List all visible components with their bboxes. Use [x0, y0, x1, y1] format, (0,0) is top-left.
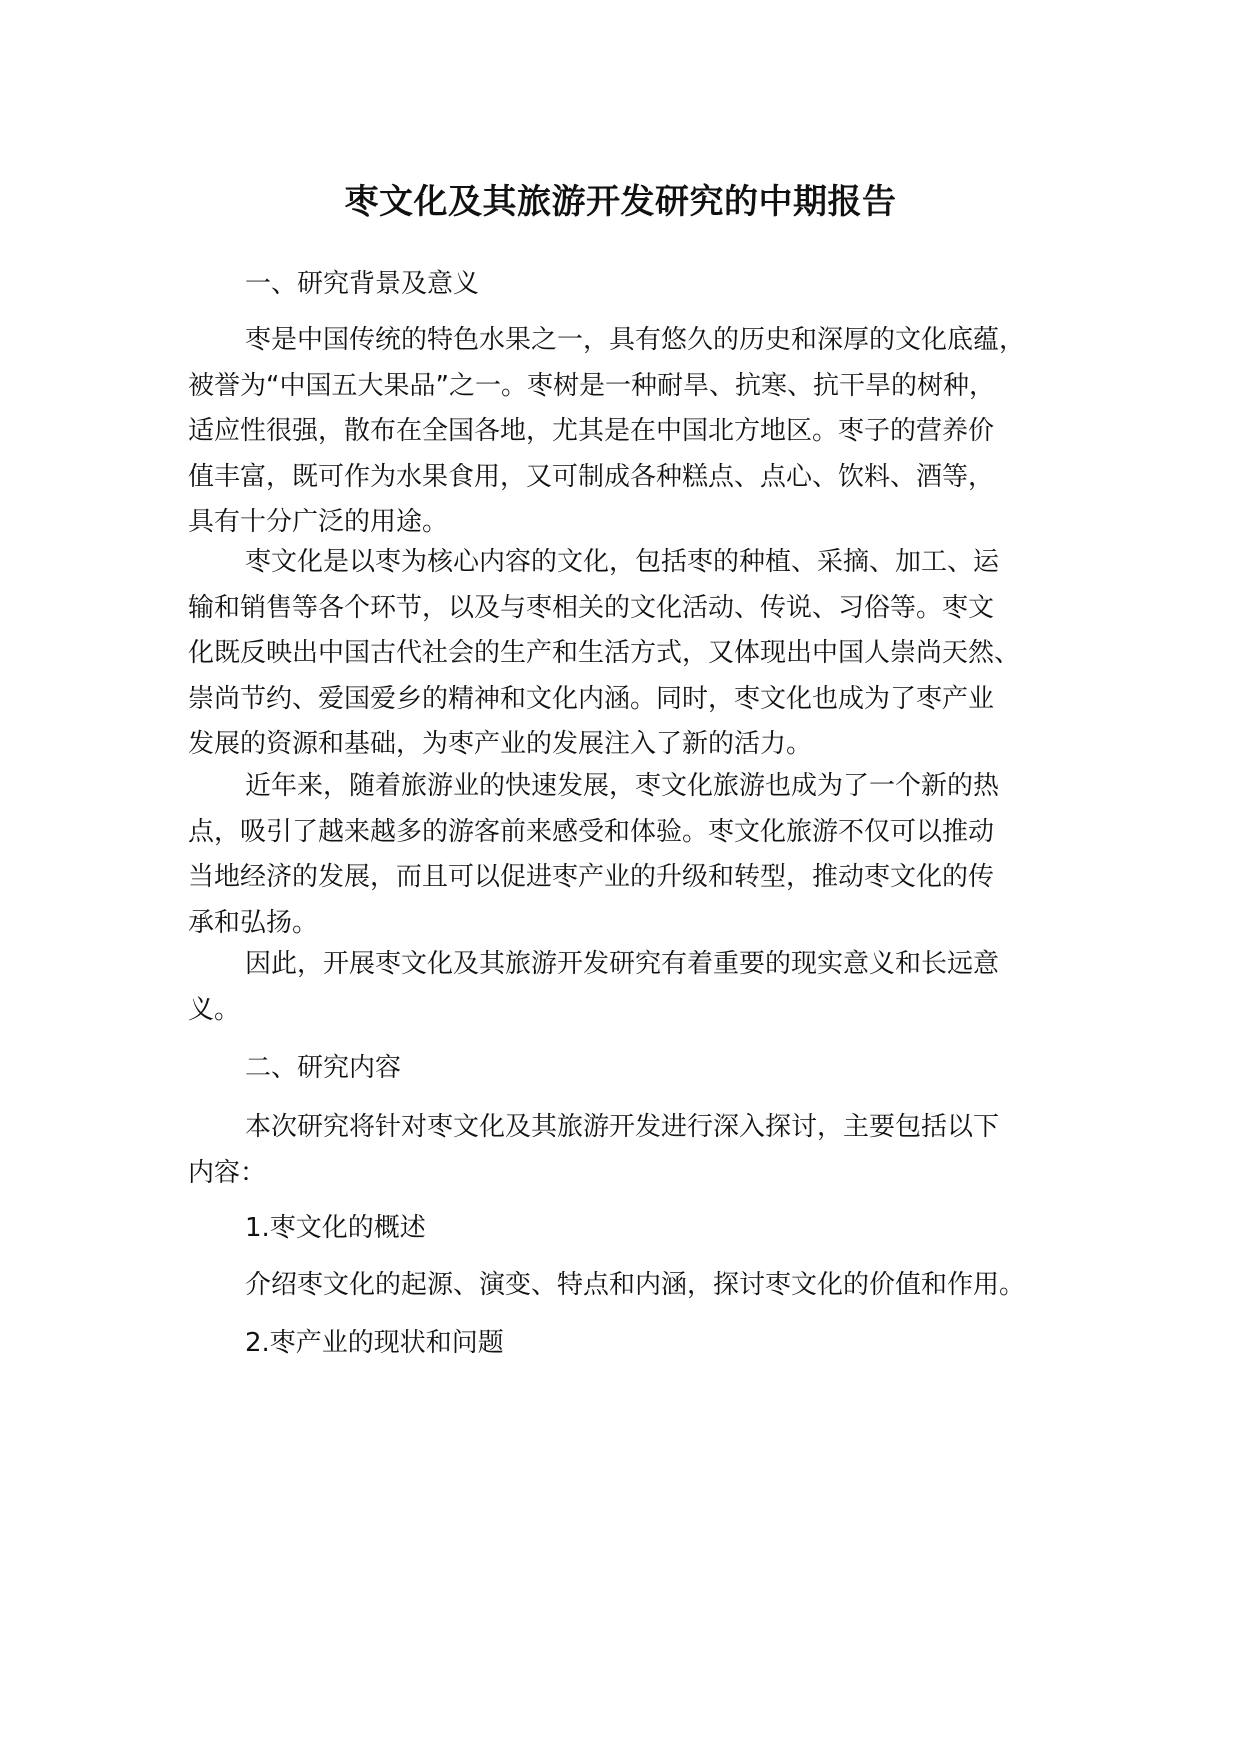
item-heading-industry	[188, 1321, 1068, 1367]
paragraph-line: 枣文化是以枣为核心内容的文化，包括枣的种植、采摘、加工、运	[245, 547, 1000, 577]
paragraph-line: 枣是中国传统的特色水果之一，具有悠久的历史和深厚的文化底蕴，	[245, 325, 1026, 355]
section-heading-text: 二、研究内容	[245, 1053, 402, 1083]
item-text-line: 介绍枣文化的起源、演变、特点和内涵，探讨枣文化的价值和作用。	[245, 1270, 1026, 1300]
document-title: 枣文化及其旅游开发研究的中期报告	[344, 182, 897, 222]
paragraph-line: 值丰富，既可作为水果食用，又可制成各种糕点、点心、饮料、酒等，	[188, 461, 995, 492]
paragraph-line: 承和弘扬。	[188, 907, 319, 938]
item-heading-text: 1.枣文化的概述	[245, 1213, 426, 1243]
paragraph-line: 发展的资源和基础，为枣产业的发展注入了新的活力。	[188, 729, 813, 759]
section-heading-background	[188, 262, 1068, 308]
section-heading-text: 一、研究背景及意义	[245, 269, 480, 299]
paragraph-line: 适应性很强，散布在全国各地，尤其是在中国北方地区。枣子的营养价	[188, 416, 995, 446]
paragraph-line: 输和销售等各个环节，以及与枣相关的文化活动、传说、习俗等。枣文	[188, 592, 995, 623]
paragraph-line: 内容：	[188, 1157, 267, 1188]
paragraph-jujube-intro	[188, 318, 1068, 546]
paragraph-line: 具有十分广泛的用途。	[188, 507, 449, 537]
paragraph-line: 近年来，随着旅游业的快速发展，枣文化旅游也成为了一个新的热	[245, 771, 1000, 801]
item-heading-overview	[188, 1206, 1068, 1252]
paragraph-line: 义。	[188, 994, 241, 1025]
paragraph-line: 点，吸引了越来越多的游客前来感受和体验。枣文化旅游不仅可以推动	[188, 816, 995, 847]
paragraph-line: 本次研究将针对枣文化及其旅游开发进行深入探讨，主要包括以下	[245, 1112, 1000, 1142]
paragraph-line: 当地经济的发展，而且可以促进枣产业的升级和转型，推动枣文化的传	[188, 862, 995, 892]
section-heading-content	[188, 1046, 1068, 1092]
item-text-overview	[188, 1263, 1068, 1309]
paragraph-research-scope	[188, 1105, 1068, 1196]
paragraph-jujube-culture	[188, 540, 1068, 768]
paragraph-significance	[188, 942, 1068, 1033]
item-heading-text: 2.枣产业的现状和问题	[245, 1328, 504, 1358]
paragraph-tourism-trend	[188, 764, 1068, 946]
paragraph-line: 崇尚节约、爱国爱乡的精神和文化内涵。同时，枣文化也成为了枣产业	[188, 683, 995, 714]
paragraph-line: 因此，开展枣文化及其旅游开发研究有着重要的现实意义和长远意	[245, 949, 1000, 979]
paragraph-line: 化既反映出中国古代社会的生产和生活方式，又体现出中国人崇尚天然、	[188, 638, 1021, 668]
paragraph-line: 被誉为“中国五大果品”之一。枣树是一种耐旱、抗寒、抗干旱的树种，	[188, 370, 995, 401]
